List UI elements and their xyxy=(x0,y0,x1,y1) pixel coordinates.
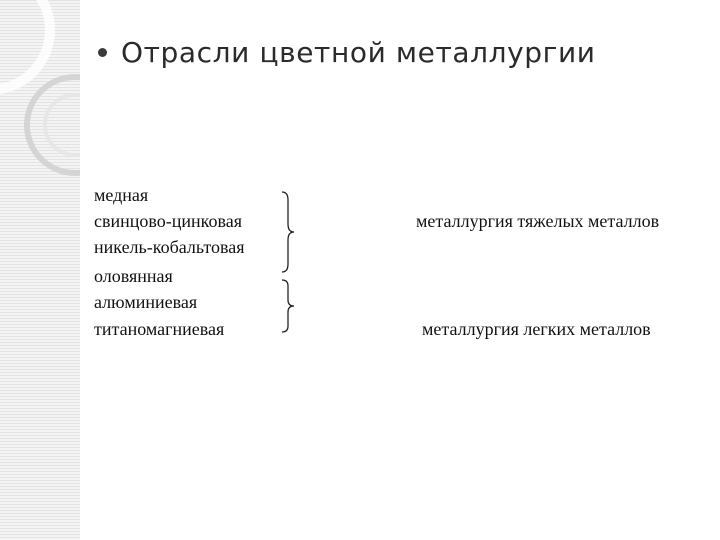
title-row xyxy=(98,30,596,74)
bullet-dot-icon xyxy=(98,48,107,57)
decorative-circles xyxy=(0,0,80,540)
branch-item-nickel-cobalt: никель-кобальтовая xyxy=(94,237,245,257)
group-heavy-metals: металлургия тяжелых металлов xyxy=(416,211,660,231)
branch-item-titanium-magnesium: титаномагниевая xyxy=(94,319,225,339)
branch-item-lead-zinc: свинцово-цинковая xyxy=(94,211,243,231)
curly-brace-icon xyxy=(280,278,300,334)
decorative-side-strip xyxy=(0,0,80,540)
branch-item-tin: оловянная xyxy=(94,266,173,286)
curly-brace-icon xyxy=(280,190,300,274)
group-light-metals: металлургия легких металлов xyxy=(422,319,651,339)
branch-item-aluminium: алюминиевая xyxy=(94,292,198,312)
branch-item-copper: медная xyxy=(94,185,149,205)
slide-title: Отрасли цветной металлургии xyxy=(121,35,596,69)
